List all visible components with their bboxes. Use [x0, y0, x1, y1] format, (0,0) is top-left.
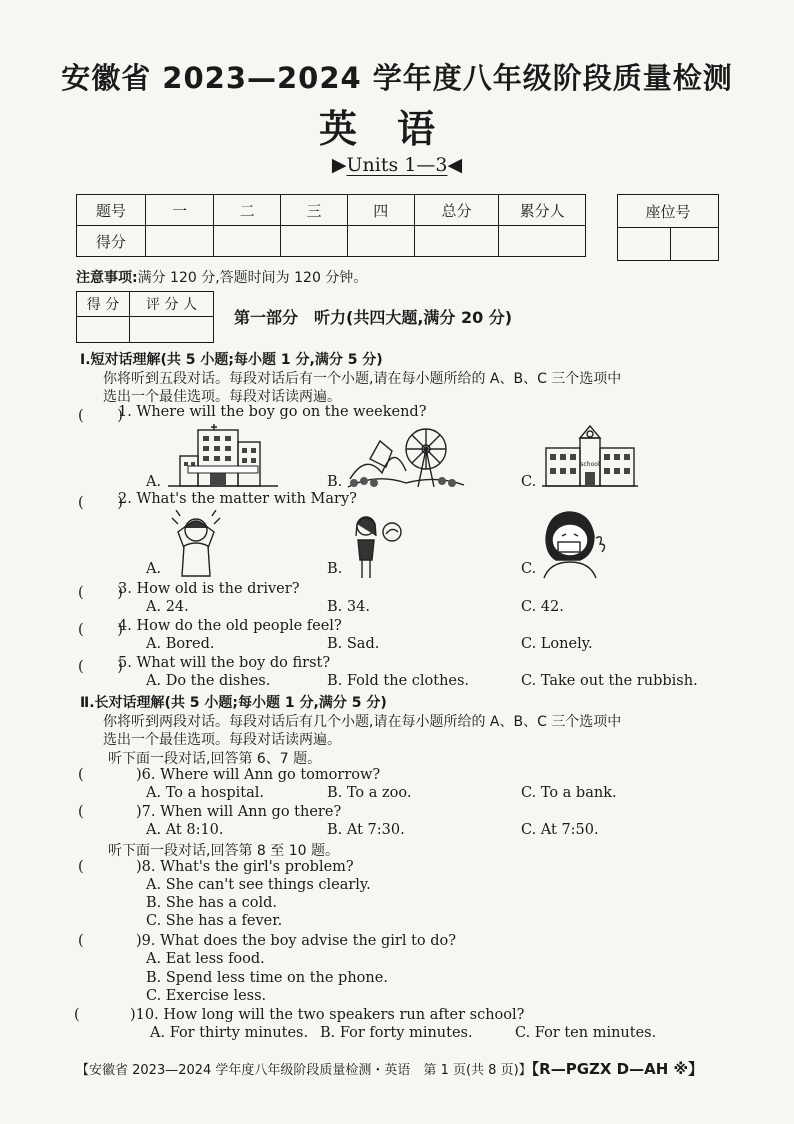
answer-blank[interactable]: ( — [78, 859, 84, 875]
answer-blank[interactable]: ( ) — [78, 585, 123, 601]
score-table — [76, 194, 586, 257]
hospital-building-icon — [168, 422, 278, 488]
option-label: C. — [521, 561, 537, 577]
amusement-park-icon — [346, 423, 466, 489]
section1-instruction: 选出一个最佳选项。每段对话读两遍。 — [103, 389, 341, 405]
seat-table — [617, 194, 719, 261]
option: C. Take out the rubbish. — [521, 673, 698, 689]
option-label: A. — [146, 474, 162, 490]
answer-blank[interactable]: ( — [78, 767, 84, 783]
school-sign: school — [580, 461, 600, 468]
section1-instruction: 你将听到五段对话。每段对话后有一个小题,请在每小题所给的 A、B、C 三个选项中 — [103, 371, 622, 387]
option: B. 34. — [327, 599, 370, 615]
option: B. To a zoo. — [327, 785, 412, 801]
option: A. To a hospital. — [146, 785, 264, 801]
answer-blank[interactable]: ( ) — [78, 659, 123, 675]
notice — [76, 267, 367, 287]
option: C. To a bank. — [521, 785, 617, 801]
question-1: 1. Where will the boy go on the weekend? — [118, 404, 427, 420]
page-footer — [76, 1058, 703, 1079]
option: C. At 7:50. — [521, 822, 599, 838]
option: A. Do the dishes. — [146, 673, 271, 689]
question-3: 3. How old is the driver? — [118, 581, 300, 597]
score-cell: 累分人 — [499, 195, 586, 226]
triangle-right-icon: ▶ — [331, 154, 347, 176]
grader-score-label: 得 分 — [77, 292, 130, 317]
option: B. Sad. — [327, 636, 380, 652]
score-entry[interactable] — [214, 226, 281, 257]
option: B. Fold the clothes. — [327, 673, 470, 689]
notice-text: 满分 120 分,答题时间为 120 分钟。 — [137, 270, 368, 286]
option: B. For forty minutes. — [320, 1025, 473, 1041]
option: B. She has a cold. — [146, 895, 278, 911]
part1-title: 第一部分 听力(共四大题,满分 20 分) — [234, 308, 513, 327]
girl-coughing-icon — [350, 512, 406, 582]
option-label: C. — [521, 474, 537, 490]
option: A. Bored. — [146, 636, 215, 652]
score-entry[interactable] — [347, 226, 414, 257]
question-7: )7. When will Ann go there? — [136, 804, 342, 820]
score-entry[interactable] — [281, 226, 348, 257]
question-9: )9. What does the boy advise the girl to do? — [136, 933, 457, 949]
grader-score-entry[interactable] — [77, 317, 130, 343]
question-10: )10. How long will the two speakers run after school? — [130, 1007, 525, 1023]
option: B. At 7:30. — [327, 822, 405, 838]
option: A. She can't see things clearly. — [146, 877, 371, 893]
answer-blank[interactable]: ( ) — [78, 408, 123, 424]
footer-text: 【安徽省 2023—2024 学年度八年级阶段质量检测・英语 第 1 页(共 8 页)】 — [76, 1063, 532, 1078]
question-8: )8. What's the girl's problem? — [136, 859, 354, 875]
option: B. Spend less time on the phone. — [146, 970, 388, 986]
option: C. For ten minutes. — [515, 1025, 657, 1041]
seat-label: 座位号 — [618, 195, 719, 228]
listen-instruction: 听下面一段对话,回答第 6、7 题。 — [108, 751, 322, 767]
option: A. Eat less food. — [146, 951, 265, 967]
score-table-header-row — [77, 195, 586, 226]
score-cell: 一 — [145, 195, 214, 226]
score-cell: 三 — [281, 195, 348, 226]
question-2: 2. What's the matter with Mary? — [118, 491, 357, 507]
school-building-icon — [542, 420, 638, 490]
option: C. Lonely. — [521, 636, 593, 652]
answer-blank[interactable]: ( ) — [78, 495, 123, 511]
notice-label: 注意事项: — [76, 270, 138, 286]
girl-headache-icon — [168, 510, 224, 580]
option: A. 24. — [146, 599, 189, 615]
units-label: Units 1—3 — [346, 154, 448, 176]
score-entry[interactable] — [499, 226, 586, 257]
seat-entry[interactable] — [671, 228, 719, 261]
answer-blank[interactable]: ( — [78, 804, 84, 820]
section2-instruction: 你将听到两段对话。每段对话后有几个小题,请在每小题所给的 A、B、C 三个选项中 — [103, 714, 622, 730]
score-cell: 二 — [214, 195, 281, 226]
answer-blank[interactable]: ( — [74, 1007, 80, 1023]
option-label: A. — [146, 561, 162, 577]
score-cell: 四 — [347, 195, 414, 226]
seat-entry[interactable] — [618, 228, 671, 261]
score-row-label: 得分 — [77, 226, 146, 257]
option: A. For thirty minutes. — [150, 1025, 309, 1041]
question-5: 5. What will the boy do first? — [118, 655, 331, 671]
option: A. At 8:10. — [146, 822, 224, 838]
option: C. 42. — [521, 599, 564, 615]
grader-table — [76, 291, 214, 343]
girl-sneezing-icon — [540, 508, 612, 580]
grader-name-label: 评 分 人 — [130, 292, 214, 317]
section2-heading: Ⅱ.长对话理解(共 5 小题;每小题 1 分,满分 5 分) — [80, 695, 387, 711]
score-entry[interactable] — [145, 226, 214, 257]
section2-instruction: 选出一个最佳选项。每段对话读两遍。 — [103, 732, 341, 748]
exam-title: 安徽省 2023—2024 学年度八年级阶段质量检测 — [61, 61, 733, 95]
answer-blank[interactable]: ( — [78, 933, 84, 949]
listen-instruction: 听下面一段对话,回答第 8 至 10 题。 — [108, 843, 339, 859]
score-table-score-row — [77, 226, 586, 257]
score-entry[interactable] — [414, 226, 499, 257]
question-4: 4. How do the old people feel? — [118, 618, 342, 634]
section1-heading: Ⅰ.短对话理解(共 5 小题;每小题 1 分,满分 5 分) — [80, 352, 383, 368]
option-label: B. — [327, 561, 343, 577]
question-6: )6. Where will Ann go tomorrow? — [136, 767, 381, 783]
option: C. Exercise less. — [146, 988, 267, 1004]
option-label: B. — [327, 474, 343, 490]
paper-code: 【R—PGZX D—AH ※】 — [531, 1060, 704, 1078]
answer-blank[interactable]: ( ) — [78, 622, 123, 638]
triangle-left-icon: ◀ — [447, 154, 463, 176]
score-cell: 题号 — [77, 195, 146, 226]
units-range — [0, 154, 794, 176]
option: C. She has a fever. — [146, 913, 283, 929]
grader-name-entry[interactable] — [130, 317, 214, 343]
score-cell: 总分 — [414, 195, 499, 226]
subject-title: 英语 — [318, 107, 475, 151]
